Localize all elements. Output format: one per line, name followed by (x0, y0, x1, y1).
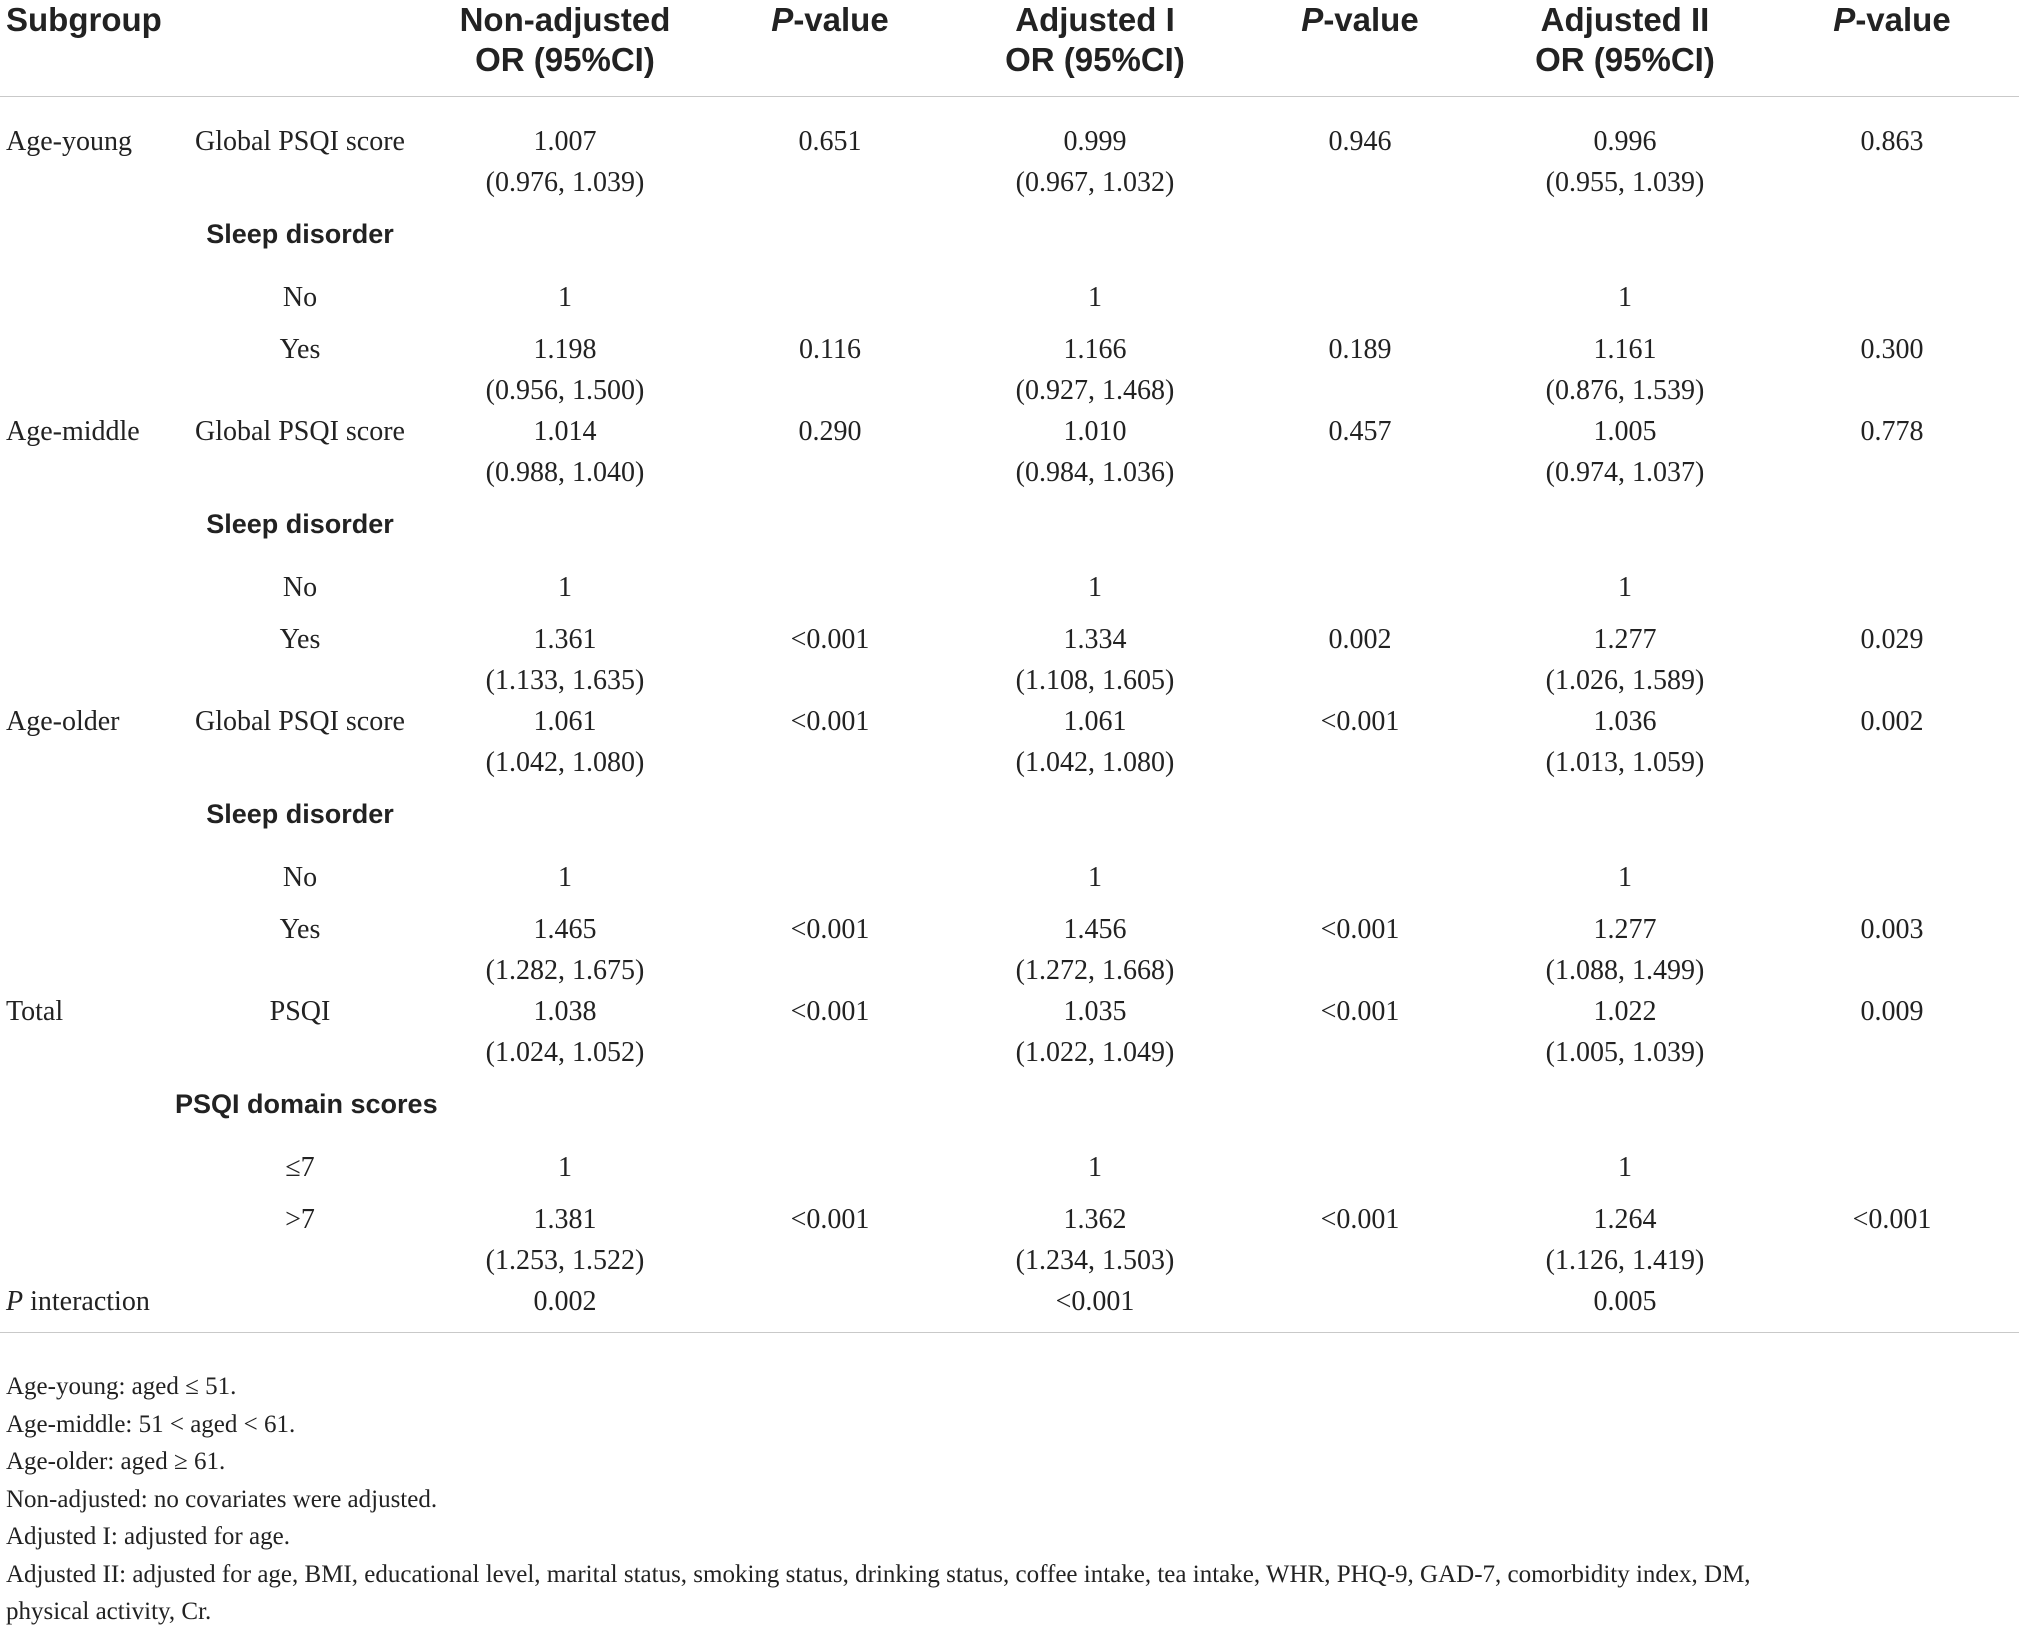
footnote: Adjusted II: adjusted for age, BMI, educational level, marital status, smoking status, drinking status, coffee intake, tea intake, WHR, PHQ-9, GAD-7, comorbidity index, DM, (6, 1560, 1751, 1588)
ci-value: (0.984, 1.036) (1015, 457, 1175, 488)
p-italic: P (1301, 1, 1324, 38)
p-value-cell: 0.003 (1860, 914, 1924, 945)
or-value: 1.036 (1593, 706, 1657, 737)
ci-value: (1.042, 1.080) (485, 747, 645, 778)
row-label: Yes (279, 334, 321, 365)
or-value: 0.999 (1063, 126, 1127, 157)
ci-value: (0.955, 1.039) (1545, 167, 1705, 198)
reference-value: 1 (558, 862, 572, 893)
header-line: Adjusted I (1015, 1, 1175, 38)
or-value: 1.277 (1593, 624, 1657, 655)
row-label: No (282, 572, 318, 603)
or-value: 1.277 (1593, 914, 1657, 945)
or-value: 1.007 (533, 126, 597, 157)
p-value-cell: <0.001 (1320, 706, 1400, 737)
p-value-cell: <0.001 (1320, 996, 1400, 1027)
table-row (0, 1199, 2019, 1281)
footnote: Age-older: aged ≥ 61. (6, 1448, 226, 1475)
footnote: Non-adjusted: no covariates were adjusted. (6, 1485, 438, 1513)
table-row (0, 909, 2019, 991)
or-cell (425, 1199, 705, 1281)
ci-value: (1.042, 1.080) (1015, 747, 1175, 778)
p-rest: -value (1855, 1, 1951, 38)
table-row (0, 701, 2019, 783)
ci-value: (1.108, 1.605) (1015, 665, 1175, 696)
col-header-p-value (1235, 0, 1485, 97)
ci-value: (1.024, 1.052) (485, 1037, 645, 1068)
header-line: Adjusted II (1540, 1, 1710, 38)
ci-value: (1.022, 1.049) (1015, 1037, 1175, 1068)
or-cell (1485, 619, 1765, 701)
or-cell (1485, 909, 1765, 991)
or-cell (425, 411, 705, 493)
interaction-row (0, 1281, 2019, 1333)
header-line: Non-adjusted (459, 1, 671, 38)
header-row (0, 0, 2019, 97)
row-label: No (282, 282, 318, 313)
table-row (0, 556, 2019, 619)
reference-value: 1 (1618, 862, 1632, 893)
header-line: OR (95%CI) (1005, 41, 1185, 78)
interaction-label (0, 1281, 425, 1333)
reference-value: 1 (1088, 862, 1102, 893)
p-value-cell: <0.001 (1320, 1204, 1400, 1235)
col-header-adjusted-i (955, 0, 1235, 97)
ci-value: (1.026, 1.589) (1545, 665, 1705, 696)
p-value-cell: 0.651 (798, 126, 862, 157)
col-header-non-adjusted (425, 0, 705, 97)
or-value: 1.198 (533, 334, 597, 365)
ci-value: (0.988, 1.040) (485, 457, 645, 488)
section-label: PSQI domain scores (175, 1089, 438, 1119)
row-label: ≤7 (285, 1152, 315, 1183)
header-line: OR (95%CI) (475, 41, 655, 78)
row-label: PSQI (269, 996, 331, 1027)
interaction-value: 0.005 (1485, 1281, 1765, 1333)
or-value: 0.996 (1593, 126, 1657, 157)
p-value-cell: 0.029 (1860, 624, 1924, 655)
subgroup-name: Age-older (6, 706, 120, 737)
reference-value: 1 (1088, 572, 1102, 603)
or-cell (425, 329, 705, 411)
ci-value: (0.927, 1.468) (1015, 375, 1175, 406)
ci-value: (1.253, 1.522) (485, 1245, 645, 1276)
or-value: 1.014 (533, 416, 597, 447)
or-cell (955, 97, 1235, 204)
p-value-cell: 0.300 (1860, 334, 1924, 365)
p-value-cell: <0.001 (1852, 1204, 1932, 1235)
ci-value: (0.974, 1.037) (1545, 457, 1705, 488)
or-cell (1485, 97, 1765, 204)
interaction-value: <0.001 (955, 1281, 1235, 1333)
ci-value: (1.282, 1.675) (485, 955, 645, 986)
p-value-cell: 0.002 (1328, 624, 1392, 655)
p-value-cell: <0.001 (790, 706, 870, 737)
p-italic: P (1833, 1, 1856, 38)
footnote: Adjusted I: adjusted for age. (6, 1523, 290, 1550)
or-value: 1.264 (1593, 1204, 1657, 1235)
table-row (0, 266, 2019, 329)
p-value-cell: 0.863 (1860, 126, 1924, 157)
or-cell (1485, 701, 1765, 783)
ci-value: (1.126, 1.419) (1545, 1245, 1705, 1276)
p-value-cell: 0.116 (799, 334, 861, 365)
row-label: Global PSQI score (195, 416, 405, 447)
or-cell (955, 411, 1235, 493)
row-label: Yes (279, 624, 321, 655)
or-cell (425, 97, 705, 204)
reference-value: 1 (558, 282, 572, 313)
reference-value: 1 (1088, 1152, 1102, 1183)
p-value-cell: <0.001 (1320, 914, 1400, 945)
col-header-adjusted-ii (1485, 0, 1765, 97)
table-row (0, 619, 2019, 701)
or-cell (955, 329, 1235, 411)
footnote: Age-young: aged ≤ 51. (6, 1373, 237, 1400)
header-line: OR (95%CI) (1535, 41, 1715, 78)
table-footnotes (6, 1368, 2006, 1631)
ci-value: (0.956, 1.500) (485, 375, 645, 406)
footnote: physical activity, Cr. (6, 1598, 212, 1625)
section-row (0, 783, 2019, 846)
p-rest: -value (1323, 1, 1419, 38)
reference-value: 1 (1618, 1152, 1632, 1183)
or-value: 1.061 (1063, 706, 1127, 737)
or-cell (955, 991, 1235, 1073)
table-row (0, 329, 2019, 411)
reference-value: 1 (1618, 282, 1632, 313)
or-value: 1.035 (1063, 996, 1127, 1027)
p-value-cell: 0.457 (1328, 416, 1392, 447)
or-value: 1.161 (1593, 334, 1657, 365)
footnote: Age-middle: 51 < aged < 61. (6, 1410, 296, 1438)
or-cell (955, 1199, 1235, 1281)
table-row (0, 411, 2019, 493)
ci-value: (1.133, 1.635) (485, 665, 645, 696)
reference-value: 1 (1088, 282, 1102, 313)
reference-value: 1 (558, 572, 572, 603)
or-value: 1.166 (1063, 334, 1127, 365)
subgroup-name: Age-middle (6, 416, 140, 447)
table-row (0, 991, 2019, 1073)
or-cell (955, 701, 1235, 783)
or-cell (955, 619, 1235, 701)
interaction-label-rest: interaction (23, 1286, 150, 1317)
or-value: 1.061 (533, 706, 597, 737)
or-value: 1.362 (1063, 1204, 1127, 1235)
ci-value: (1.088, 1.499) (1545, 955, 1705, 986)
row-label: No (282, 862, 318, 893)
or-value: 1.334 (1063, 624, 1127, 655)
or-value: 1.465 (533, 914, 597, 945)
col-header-p-value (1765, 0, 2019, 97)
p-value-cell: 0.009 (1860, 996, 1924, 1027)
ci-value: (1.005, 1.039) (1545, 1037, 1705, 1068)
or-value: 1.038 (533, 996, 597, 1027)
or-value: 1.010 (1063, 416, 1127, 447)
p-value-cell: <0.001 (790, 1204, 870, 1235)
col-header-subgroup: Subgroup (0, 0, 425, 97)
p-italic: P (771, 1, 794, 38)
ci-value: (0.976, 1.039) (485, 167, 645, 198)
row-label: Yes (279, 914, 321, 945)
ci-value: (0.967, 1.032) (1015, 167, 1175, 198)
ci-value: (1.272, 1.668) (1015, 955, 1175, 986)
or-cell (425, 909, 705, 991)
col-header-p-value (705, 0, 955, 97)
row-label: Global PSQI score (195, 126, 405, 157)
or-cell (425, 619, 705, 701)
ci-value: (1.013, 1.059) (1545, 747, 1705, 778)
section-label: Sleep disorder (206, 219, 394, 249)
or-cell (425, 701, 705, 783)
ci-value: (1.234, 1.503) (1015, 1245, 1175, 1276)
interaction-value: 0.002 (425, 1281, 705, 1333)
p-value-cell: 0.189 (1328, 334, 1392, 365)
reference-value: 1 (1618, 572, 1632, 603)
p-italic: P (6, 1286, 24, 1317)
or-cell (1485, 991, 1765, 1073)
p-value-cell: 0.002 (1860, 706, 1924, 737)
p-value-cell: <0.001 (790, 624, 870, 655)
or-cell (955, 909, 1235, 991)
p-value-cell: 0.290 (798, 416, 862, 447)
or-value: 1.361 (533, 624, 597, 655)
p-value-cell: <0.001 (790, 996, 870, 1027)
row-label: >7 (285, 1204, 315, 1235)
p-value-cell: 0.946 (1328, 126, 1392, 157)
p-rest: -value (793, 1, 889, 38)
or-cell (425, 991, 705, 1073)
p-value-cell: <0.001 (790, 914, 870, 945)
row-label: Global PSQI score (195, 706, 405, 737)
section-label: Sleep disorder (206, 509, 394, 539)
reference-value: 1 (558, 1152, 572, 1183)
p-value-cell: 0.778 (1860, 416, 1924, 447)
or-value: 1.022 (1593, 996, 1657, 1027)
section-row (0, 493, 2019, 556)
or-value: 1.456 (1063, 914, 1127, 945)
section-label: Sleep disorder (206, 799, 394, 829)
or-value: 1.005 (1593, 416, 1657, 447)
table-row (0, 97, 2019, 204)
table-row (0, 1136, 2019, 1199)
or-value: 1.381 (533, 1204, 597, 1235)
section-row (0, 1073, 2019, 1136)
or-cell (1485, 411, 1765, 493)
table-row (0, 846, 2019, 909)
subgroup-name: Age-young (6, 126, 132, 157)
subgroup-name: Total (6, 996, 64, 1027)
ci-value: (0.876, 1.539) (1545, 375, 1705, 406)
or-cell (1485, 329, 1765, 411)
section-row (0, 203, 2019, 266)
or-cell (1485, 1199, 1765, 1281)
